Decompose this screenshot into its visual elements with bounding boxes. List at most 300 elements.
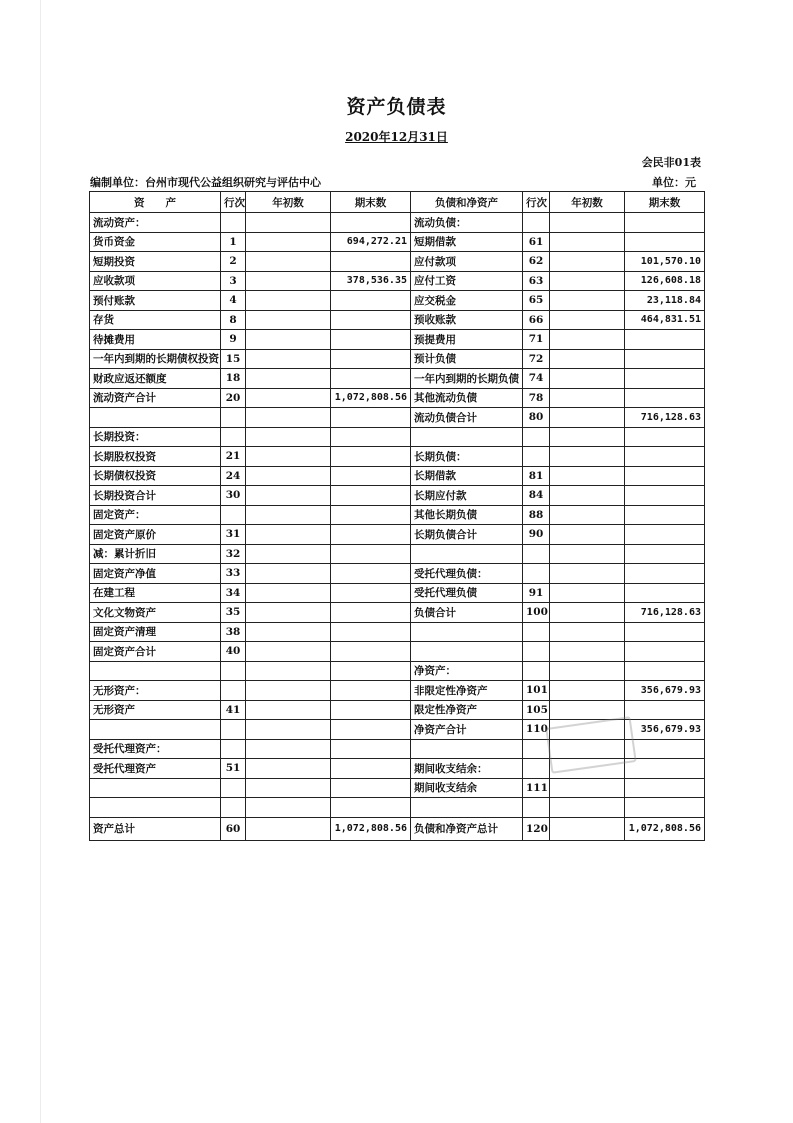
asset-begin-value xyxy=(246,642,331,662)
asset-line-no: 40 xyxy=(221,642,246,662)
asset-begin-value xyxy=(246,291,331,311)
liability-label xyxy=(411,798,523,818)
liability-label: 受托代理负债： xyxy=(411,564,523,584)
asset-label xyxy=(90,778,221,798)
asset-line-no: 20 xyxy=(221,388,246,408)
asset-line-no: 38 xyxy=(221,622,246,642)
liability-begin-value xyxy=(550,700,625,720)
asset-label: 长期债权投资 xyxy=(90,466,221,486)
liability-line-no: 81 xyxy=(523,466,550,486)
liability-label: 负债和净资产总计 xyxy=(411,817,523,840)
asset-label: 无形资产： xyxy=(90,681,221,701)
liability-line-no: 105 xyxy=(523,700,550,720)
liability-line-no: 100 xyxy=(523,603,550,623)
liability-line-no xyxy=(523,213,550,233)
asset-line-no xyxy=(221,408,246,428)
table-row xyxy=(90,447,705,467)
asset-line-no: 21 xyxy=(221,447,246,467)
asset-end-value: 1,072,808.56 xyxy=(331,817,411,840)
liability-line-no xyxy=(523,759,550,779)
liability-label: 一年内到期的长期负债 xyxy=(411,369,523,389)
liability-begin-value xyxy=(550,505,625,525)
asset-line-no: 34 xyxy=(221,583,246,603)
asset-begin-value xyxy=(246,486,331,506)
liability-end-value: 101,570.10 xyxy=(625,252,705,272)
liability-begin-value xyxy=(550,525,625,545)
asset-begin-value xyxy=(246,661,331,681)
liability-line-no: 71 xyxy=(523,330,550,350)
liability-end-value xyxy=(625,739,705,759)
liability-label: 受托代理负债 xyxy=(411,583,523,603)
asset-label: 预付账款 xyxy=(90,291,221,311)
liability-label xyxy=(411,427,523,447)
liability-line-no: 65 xyxy=(523,291,550,311)
liability-end-value xyxy=(625,466,705,486)
asset-begin-value xyxy=(246,720,331,740)
asset-label: 固定资产合计 xyxy=(90,642,221,662)
liability-label: 应付款项 xyxy=(411,252,523,272)
asset-line-no: 2 xyxy=(221,252,246,272)
liability-begin-value xyxy=(550,798,625,818)
liability-line-no xyxy=(523,661,550,681)
table-row xyxy=(90,642,705,662)
asset-label: 待摊费用 xyxy=(90,330,221,350)
asset-end-value xyxy=(331,700,411,720)
liability-begin-value xyxy=(550,817,625,840)
asset-begin-value xyxy=(246,759,331,779)
asset-begin-value xyxy=(246,544,331,564)
liability-end-value xyxy=(625,349,705,369)
asset-line-no xyxy=(221,661,246,681)
liability-label: 长期应付款 xyxy=(411,486,523,506)
liability-begin-value xyxy=(550,388,625,408)
table-row xyxy=(90,310,705,330)
liability-label: 其他流动负债 xyxy=(411,388,523,408)
liability-begin-value xyxy=(550,739,625,759)
asset-line-no: 60 xyxy=(221,817,246,840)
liability-line-no: 72 xyxy=(523,349,550,369)
asset-begin-value xyxy=(246,700,331,720)
table-header-row xyxy=(90,192,705,213)
currency-unit: 单位：元 xyxy=(652,176,696,189)
liability-begin-value xyxy=(550,486,625,506)
report-date-text: 2020年12月31日 xyxy=(345,130,448,144)
liability-end-value: 356,679.93 xyxy=(625,720,705,740)
balance-sheet-table xyxy=(89,191,705,841)
liability-end-value: 464,831.51 xyxy=(625,310,705,330)
liability-begin-value xyxy=(550,622,625,642)
liability-label: 长期借款 xyxy=(411,466,523,486)
asset-begin-value xyxy=(246,739,331,759)
liability-begin-value xyxy=(550,427,625,447)
liability-line-no xyxy=(523,427,550,447)
liability-begin-value xyxy=(550,759,625,779)
liability-label: 预提费用 xyxy=(411,330,523,350)
asset-line-no xyxy=(221,681,246,701)
asset-end-value xyxy=(331,739,411,759)
asset-label: 在建工程 xyxy=(90,583,221,603)
liability-begin-value xyxy=(550,310,625,330)
asset-end-value xyxy=(331,505,411,525)
asset-end-value xyxy=(331,661,411,681)
liability-end-value xyxy=(625,427,705,447)
asset-label: 文化文物资产 xyxy=(90,603,221,623)
liability-begin-value xyxy=(550,564,625,584)
table-row xyxy=(90,739,705,759)
asset-begin-value xyxy=(246,525,331,545)
liability-line-no: 61 xyxy=(523,232,550,252)
liability-begin-value xyxy=(550,544,625,564)
liability-label xyxy=(411,622,523,642)
liability-end-value xyxy=(625,330,705,350)
liability-label: 长期负债： xyxy=(411,447,523,467)
asset-begin-value xyxy=(246,408,331,428)
liability-begin-value xyxy=(550,583,625,603)
liability-end-value xyxy=(625,505,705,525)
asset-label: 固定资产： xyxy=(90,505,221,525)
table-row xyxy=(90,544,705,564)
liability-end-value xyxy=(625,525,705,545)
asset-begin-value xyxy=(246,583,331,603)
asset-end-value xyxy=(331,603,411,623)
asset-end-value xyxy=(331,544,411,564)
liability-begin-value xyxy=(550,778,625,798)
asset-end-value xyxy=(331,642,411,662)
table-row xyxy=(90,213,705,233)
asset-label: 受托代理资产： xyxy=(90,739,221,759)
asset-line-no: 31 xyxy=(221,525,246,545)
liability-end-value xyxy=(625,486,705,506)
asset-label: 货币资金 xyxy=(90,232,221,252)
liability-line-no: 91 xyxy=(523,583,550,603)
table-row xyxy=(90,252,705,272)
liability-begin-value xyxy=(550,369,625,389)
asset-line-no: 30 xyxy=(221,486,246,506)
table-row xyxy=(90,603,705,623)
asset-end-value xyxy=(331,486,411,506)
table-row xyxy=(90,525,705,545)
page-edge-shadow xyxy=(40,0,41,1123)
asset-begin-value xyxy=(246,505,331,525)
asset-begin-value xyxy=(246,564,331,584)
asset-end-value xyxy=(331,681,411,701)
asset-label: 长期投资： xyxy=(90,427,221,447)
liability-begin-value xyxy=(550,447,625,467)
liability-label: 负债合计 xyxy=(411,603,523,623)
asset-line-no: 9 xyxy=(221,330,246,350)
asset-begin-value xyxy=(246,271,331,291)
asset-line-no xyxy=(221,213,246,233)
liability-begin-value xyxy=(550,720,625,740)
asset-end-value xyxy=(331,291,411,311)
asset-begin-value xyxy=(246,466,331,486)
table-row xyxy=(90,369,705,389)
liability-line-no: 80 xyxy=(523,408,550,428)
asset-label: 短期投资 xyxy=(90,252,221,272)
asset-line-no xyxy=(221,427,246,447)
liability-end-value xyxy=(625,778,705,798)
asset-end-value xyxy=(331,466,411,486)
table-row xyxy=(90,349,705,369)
asset-end-value xyxy=(331,564,411,584)
asset-label: 长期股权投资 xyxy=(90,447,221,467)
asset-label: 财政应返还额度 xyxy=(90,369,221,389)
header-line-no-2: 行次 xyxy=(523,192,550,213)
liability-line-no xyxy=(523,564,550,584)
table-row xyxy=(90,778,705,798)
liability-line-no xyxy=(523,798,550,818)
asset-end-value xyxy=(331,213,411,233)
liability-begin-value xyxy=(550,661,625,681)
liability-end-value xyxy=(625,544,705,564)
liability-line-no: 63 xyxy=(523,271,550,291)
liability-label xyxy=(411,544,523,564)
asset-label xyxy=(90,720,221,740)
asset-line-no: 4 xyxy=(221,291,246,311)
asset-label: 固定资产原价 xyxy=(90,525,221,545)
liability-end-value: 23,118.84 xyxy=(625,291,705,311)
asset-label: 存货 xyxy=(90,310,221,330)
liability-label: 流动负债合计 xyxy=(411,408,523,428)
liability-line-no: 84 xyxy=(523,486,550,506)
asset-end-value xyxy=(331,759,411,779)
asset-end-value xyxy=(331,720,411,740)
liability-line-no: 110 xyxy=(523,720,550,740)
liability-line-no xyxy=(523,622,550,642)
table-row xyxy=(90,700,705,720)
asset-label: 长期投资合计 xyxy=(90,486,221,506)
report-date xyxy=(0,128,793,145)
liability-end-value xyxy=(625,583,705,603)
liability-begin-value xyxy=(550,291,625,311)
asset-label: 流动资产： xyxy=(90,213,221,233)
header-liability: 负债和净资产 xyxy=(411,192,523,213)
table-row xyxy=(90,291,705,311)
table-row xyxy=(90,271,705,291)
liability-line-no: 88 xyxy=(523,505,550,525)
liability-line-no: 120 xyxy=(523,817,550,840)
liability-begin-value xyxy=(550,252,625,272)
asset-end-value: 694,272.21 xyxy=(331,232,411,252)
asset-end-value xyxy=(331,330,411,350)
asset-line-no: 8 xyxy=(221,310,246,330)
liability-end-value xyxy=(625,661,705,681)
asset-line-no: 18 xyxy=(221,369,246,389)
table-row xyxy=(90,622,705,642)
asset-label: 固定资产清理 xyxy=(90,622,221,642)
liability-end-value xyxy=(625,798,705,818)
asset-line-no xyxy=(221,739,246,759)
asset-label: 应收款项 xyxy=(90,271,221,291)
liability-end-value xyxy=(625,369,705,389)
asset-end-value xyxy=(331,525,411,545)
liability-label: 净资产合计 xyxy=(411,720,523,740)
liability-begin-value xyxy=(550,213,625,233)
liability-label: 预收账款 xyxy=(411,310,523,330)
liability-label: 净资产： xyxy=(411,661,523,681)
asset-begin-value xyxy=(246,388,331,408)
asset-label: 流动资产合计 xyxy=(90,388,221,408)
asset-begin-value xyxy=(246,427,331,447)
table-row xyxy=(90,817,705,840)
asset-line-no: 51 xyxy=(221,759,246,779)
liability-label: 应付工资 xyxy=(411,271,523,291)
liability-end-value xyxy=(625,564,705,584)
liability-label: 期间收支结余 xyxy=(411,778,523,798)
liability-label: 限定性净资产 xyxy=(411,700,523,720)
liability-end-value xyxy=(625,642,705,662)
asset-line-no: 33 xyxy=(221,564,246,584)
asset-end-value xyxy=(331,369,411,389)
asset-end-value xyxy=(331,252,411,272)
form-code: 会民非01表 xyxy=(641,156,701,169)
liability-line-no: 66 xyxy=(523,310,550,330)
asset-line-no: 41 xyxy=(221,700,246,720)
asset-begin-value xyxy=(246,213,331,233)
liability-begin-value xyxy=(550,349,625,369)
liability-end-value: 716,128.63 xyxy=(625,408,705,428)
asset-end-value xyxy=(331,427,411,447)
asset-label xyxy=(90,798,221,818)
asset-end-value: 378,536.35 xyxy=(331,271,411,291)
asset-end-value xyxy=(331,622,411,642)
asset-line-no: 15 xyxy=(221,349,246,369)
table-row xyxy=(90,408,705,428)
asset-end-value xyxy=(331,447,411,467)
table-row xyxy=(90,486,705,506)
liability-label: 流动负债： xyxy=(411,213,523,233)
asset-label: 资产总计 xyxy=(90,817,221,840)
liability-label: 应交税金 xyxy=(411,291,523,311)
liability-end-value: 716,128.63 xyxy=(625,603,705,623)
table-row xyxy=(90,759,705,779)
header-begin-2: 年初数 xyxy=(550,192,625,213)
asset-label xyxy=(90,408,221,428)
liability-end-value xyxy=(625,622,705,642)
liability-label: 预计负债 xyxy=(411,349,523,369)
liability-begin-value xyxy=(550,603,625,623)
liability-begin-value xyxy=(550,642,625,662)
liability-begin-value xyxy=(550,681,625,701)
liability-line-no: 74 xyxy=(523,369,550,389)
liability-begin-value xyxy=(550,408,625,428)
header-end-2: 期末数 xyxy=(625,192,705,213)
asset-begin-value xyxy=(246,310,331,330)
asset-end-value xyxy=(331,408,411,428)
header-line-no: 行次 xyxy=(221,192,246,213)
liability-label: 长期负债合计 xyxy=(411,525,523,545)
asset-label: 一年内到期的长期债权投资 xyxy=(90,349,221,369)
table-row xyxy=(90,232,705,252)
asset-begin-value xyxy=(246,817,331,840)
table-row xyxy=(90,466,705,486)
asset-label: 无形资产 xyxy=(90,700,221,720)
asset-label: 固定资产净值 xyxy=(90,564,221,584)
liability-label: 短期借款 xyxy=(411,232,523,252)
liability-end-value xyxy=(625,759,705,779)
asset-label: 减：累计折旧 xyxy=(90,544,221,564)
asset-begin-value xyxy=(246,232,331,252)
table-row xyxy=(90,564,705,584)
liability-label: 期间收支结余： xyxy=(411,759,523,779)
liability-line-no: 62 xyxy=(523,252,550,272)
table-row xyxy=(90,661,705,681)
liability-end-value xyxy=(625,700,705,720)
header-asset: 资 产 xyxy=(90,192,221,213)
asset-line-no xyxy=(221,798,246,818)
asset-begin-value xyxy=(246,603,331,623)
table-row xyxy=(90,427,705,447)
liability-begin-value xyxy=(550,466,625,486)
asset-end-value xyxy=(331,798,411,818)
asset-begin-value xyxy=(246,681,331,701)
liability-label: 非限定性净资产 xyxy=(411,681,523,701)
liability-label: 其他长期负债 xyxy=(411,505,523,525)
asset-begin-value xyxy=(246,349,331,369)
liability-begin-value xyxy=(550,232,625,252)
table-row xyxy=(90,330,705,350)
liability-line-no: 101 xyxy=(523,681,550,701)
table-row xyxy=(90,681,705,701)
asset-begin-value xyxy=(246,622,331,642)
asset-begin-value xyxy=(246,252,331,272)
table-row xyxy=(90,583,705,603)
header-begin: 年初数 xyxy=(246,192,331,213)
asset-end-value xyxy=(331,583,411,603)
asset-line-no xyxy=(221,778,246,798)
liability-label xyxy=(411,739,523,759)
liability-begin-value xyxy=(550,271,625,291)
liability-end-value: 126,608.18 xyxy=(625,271,705,291)
asset-end-value: 1,072,808.56 xyxy=(331,388,411,408)
asset-line-no: 24 xyxy=(221,466,246,486)
table-row xyxy=(90,798,705,818)
asset-label: 受托代理资产 xyxy=(90,759,221,779)
liability-line-no: 111 xyxy=(523,778,550,798)
asset-begin-value xyxy=(246,330,331,350)
table-row xyxy=(90,505,705,525)
table-row xyxy=(90,720,705,740)
liability-line-no: 90 xyxy=(523,525,550,545)
asset-begin-value xyxy=(246,798,331,818)
page-title: 资产负债表 xyxy=(346,96,447,118)
liability-end-value xyxy=(625,388,705,408)
asset-begin-value xyxy=(246,447,331,467)
liability-end-value xyxy=(625,232,705,252)
liability-end-value: 1,072,808.56 xyxy=(625,817,705,840)
liability-line-no xyxy=(523,642,550,662)
liability-end-value xyxy=(625,213,705,233)
asset-line-no: 35 xyxy=(221,603,246,623)
asset-begin-value xyxy=(246,369,331,389)
asset-end-value xyxy=(331,310,411,330)
liability-line-no xyxy=(523,447,550,467)
organization-name: 编制单位：台州市现代公益组织研究与评估中心 xyxy=(90,176,321,189)
liability-end-value xyxy=(625,447,705,467)
asset-begin-value xyxy=(246,778,331,798)
asset-line-no xyxy=(221,505,246,525)
header-end: 期末数 xyxy=(331,192,411,213)
liability-line-no xyxy=(523,739,550,759)
asset-line-no: 1 xyxy=(221,232,246,252)
asset-label xyxy=(90,661,221,681)
asset-end-value xyxy=(331,778,411,798)
asset-line-no: 3 xyxy=(221,271,246,291)
table-row xyxy=(90,388,705,408)
asset-end-value xyxy=(331,349,411,369)
liability-line-no: 78 xyxy=(523,388,550,408)
asset-line-no: 32 xyxy=(221,544,246,564)
